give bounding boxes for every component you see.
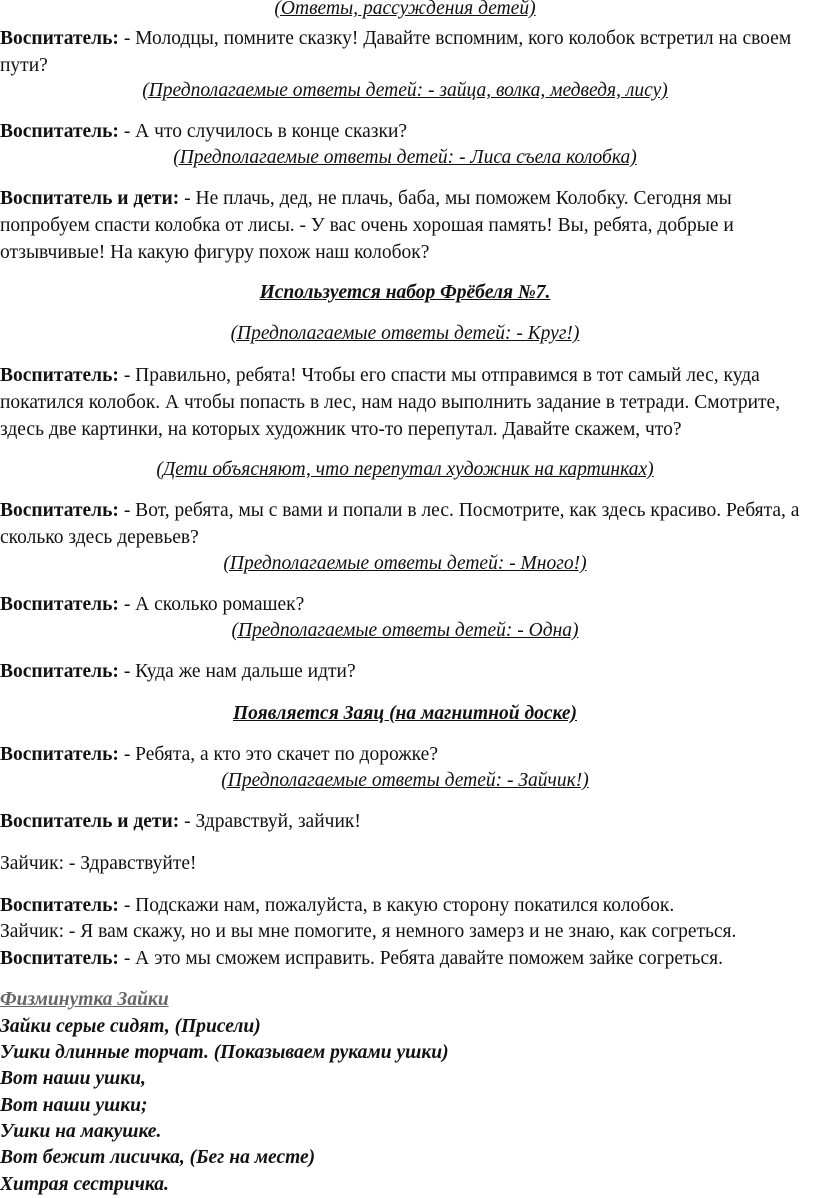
speaker-label: Воспитатель и дети: bbox=[0, 188, 180, 209]
dialogue-paragraph bbox=[0, 918, 810, 945]
speaker-label: Воспитатель: bbox=[0, 365, 119, 386]
verse-line: Вот наши ушки; bbox=[0, 1095, 148, 1116]
dialogue-paragraph bbox=[0, 658, 810, 685]
speaker-label: Воспитатель: bbox=[0, 594, 119, 615]
dialogue-text: - Подскажи нам, пожалуйста, в какую сторону покатился колобок. bbox=[118, 895, 675, 916]
speaker-label: Воспитатель: bbox=[0, 500, 119, 521]
fizminutka-title-text: Физминутка Зайки bbox=[0, 989, 169, 1010]
dialogue-text: - А что случилось в конце сказки? bbox=[118, 121, 408, 142]
dialogue-text: - А сколько ромашек? bbox=[118, 594, 305, 615]
expected-answer bbox=[0, 77, 810, 104]
dialogue-text: Зайчик: - Здравствуйте! bbox=[0, 853, 197, 874]
speaker-label: Воспитатель: bbox=[0, 121, 119, 142]
verse-line: Вот наши ушки, bbox=[0, 1068, 146, 1089]
dialogue-paragraph bbox=[0, 945, 810, 972]
expected-answer bbox=[0, 550, 810, 577]
dialogue-paragraph bbox=[0, 25, 810, 79]
answer-text: (Предполагаемые ответы детей: - Круг!) bbox=[230, 323, 580, 344]
dialogue-text: - Куда же нам дальше идти? bbox=[118, 661, 356, 682]
answer-text: (Предполагаемые ответы детей: - Зайчик!) bbox=[221, 770, 589, 791]
dialogue-text: - А это мы сможем исправить. Ребята давайте поможем зайке согреться. bbox=[118, 948, 723, 969]
children-answers-note bbox=[0, 0, 810, 22]
note-text: Появляется Заяц (на магнитной доске) bbox=[233, 703, 577, 724]
section-note bbox=[0, 700, 810, 727]
speaker-label: Воспитатель: bbox=[0, 895, 119, 916]
answer-text: (Ответы, рассуждения детей) bbox=[274, 0, 536, 19]
answer-text: (Предполагаемые ответы детей: - Лиса съела колобка) bbox=[173, 147, 637, 168]
dialogue-paragraph bbox=[0, 892, 810, 919]
expected-answer bbox=[0, 767, 810, 794]
dialogue-paragraph bbox=[0, 808, 810, 835]
fizminutka-title bbox=[0, 986, 810, 1013]
dialogue-text: - Ребята, а кто это скачет по дорожке? bbox=[118, 744, 438, 765]
dialogue-paragraph bbox=[0, 185, 810, 266]
verse-line: Хитрая сестричка. bbox=[0, 1174, 169, 1195]
answer-text: (Предполагаемые ответы детей: - Много!) bbox=[223, 553, 587, 574]
dialogue-text: - Здравствуй, зайчик! bbox=[179, 811, 361, 832]
verse-line: Ушки на макушке. bbox=[0, 1121, 162, 1142]
verse-line: Зайки серые сидят, (Присели) bbox=[0, 1016, 261, 1037]
dialogue-paragraph bbox=[0, 850, 810, 877]
verse-line: Вот бежит лисичка, (Бег на месте) bbox=[0, 1147, 316, 1168]
dialogue-text: - Не плачь, дед, не плачь, баба, мы поможем Колобку. Сегодня мы попробуем спасти колобка от лисы. - У вас очень хорошая память! Вы, ребята, добрые и отзывчивые! На какую фигуру похож наш колобок? bbox=[0, 188, 734, 263]
speaker-label: Воспитатель: bbox=[0, 661, 119, 682]
section-note bbox=[0, 279, 810, 306]
dialogue-paragraph bbox=[0, 118, 810, 145]
dialogue-paragraph bbox=[0, 497, 810, 551]
speaker-label: Воспитатель и дети: bbox=[0, 811, 180, 832]
expected-answer bbox=[0, 320, 810, 347]
answer-text: (Предполагаемые ответы детей: - зайца, волка, медведя, лису) bbox=[142, 80, 668, 101]
dialogue-text: Зайчик: - Я вам скажу, но и вы мне помогите, я немного замерз и не знаю, как согреться. bbox=[0, 921, 737, 942]
dialogue-paragraph bbox=[0, 741, 810, 768]
dialogue-text: - Правильно, ребята! Чтобы его спасти мы отправимся в тот самый лес, куда покатился колобок. А чтобы попасть в лес, нам надо выполнить задание в тетради. Смотрите, здесь две картинки, на которых художник что-то перепутал. Давайте скажем, что? bbox=[0, 365, 781, 440]
dialogue-paragraph bbox=[0, 362, 810, 443]
dialogue-text: - Вот, ребята, мы с вами и попали в лес. Посмотрите, как здесь красиво. Ребята, а сколько здесь деревьев? bbox=[0, 500, 800, 548]
expected-answer bbox=[0, 617, 810, 644]
speaker-label: Воспитатель: bbox=[0, 28, 119, 49]
note-text: Используется набор Фрёбеля №7. bbox=[259, 282, 551, 303]
expected-answer bbox=[0, 456, 810, 483]
speaker-label: Воспитатель: bbox=[0, 948, 119, 969]
dialogue-text: - Молодцы, помните сказку! Давайте вспомним, кого колобок встретил на своем пути? bbox=[0, 28, 792, 76]
expected-answer bbox=[0, 144, 810, 171]
dialogue-paragraph bbox=[0, 591, 810, 618]
answer-text: (Предполагаемые ответы детей: - Одна) bbox=[231, 620, 579, 641]
answer-text: (Дети объясняют, что перепутал художник на картинках) bbox=[156, 459, 654, 480]
verse-line: Ушки длинные торчат. (Показываем руками ушки) bbox=[0, 1042, 449, 1063]
speaker-label: Воспитатель: bbox=[0, 744, 119, 765]
